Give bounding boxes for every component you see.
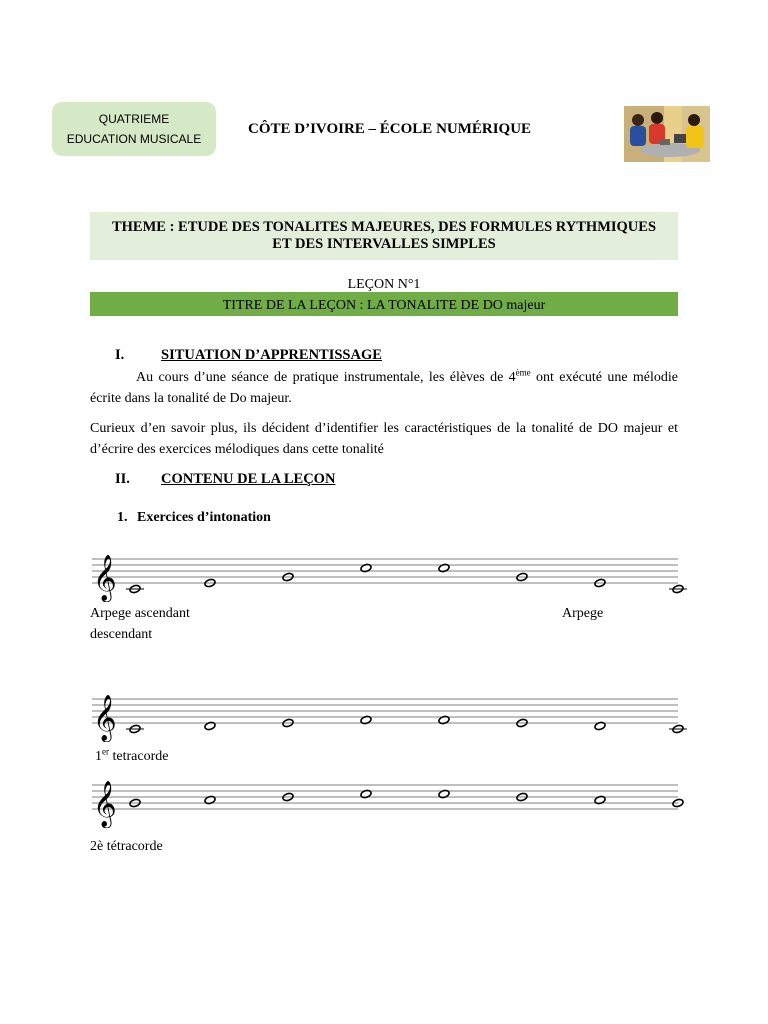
section-1-title: SITUATION D’APPRENTISSAGE [161, 347, 382, 363]
tetra1-text: tetracorde [109, 749, 169, 764]
caption-first-tetrachord [95, 746, 169, 765]
treble-clef-icon: 𝄞 [93, 555, 117, 601]
lesson-title: TITRE DE LA LEÇON : LA TONALITE DE DO majeur [90, 292, 678, 316]
caption-arpege-ascendant: Arpege ascendant [90, 606, 190, 621]
tetra1-superscript: er [102, 746, 109, 757]
section-2-title: CONTENU DE LA LEÇON [161, 471, 336, 487]
level-line-1: QUATRIEME [98, 112, 170, 126]
subsection-1-title: Exercices d’intonation [137, 510, 271, 525]
situation-paragraph-2: Curieux d’en savoir plus, ils décident d’identifier les caractéristiques de la tonalité de DO majeur et d’écrire des exercices mélodiques dans cette tonalité [90, 421, 678, 457]
para1-text-a: Au cours d’une séance de pratique instrumentale, les élèves de 4 [136, 370, 516, 385]
level-line-2: EDUCATION MUSICALE [66, 132, 202, 146]
section-2-number: II. [115, 471, 130, 487]
caption-second-tetrachord: 2è tétracorde [90, 839, 163, 854]
theme-line-1: THEME : ETUDE DES TONALITES MAJEURES, DES FORMULES RYTHMIQUES [111, 219, 657, 235]
tetra1-number: 1 [95, 749, 102, 764]
staff-second-tetrachord [90, 778, 690, 828]
section-1-number: I. [115, 347, 125, 363]
treble-clef-icon: 𝄞 [93, 695, 117, 741]
situation-paragraph-1 [90, 367, 678, 409]
lesson-number: LEÇON N°1 [347, 277, 421, 292]
para1-text-b: ont exécuté une mélodie écrite dans la tonalité de Do majeur. [90, 370, 678, 406]
caption-arpege-descendant-2: descendant [90, 627, 153, 642]
staff-arpeggio [90, 552, 690, 602]
para1-superscript: ème [515, 367, 531, 378]
treble-clef-icon: 𝄞 [93, 781, 117, 827]
header-title: CÔTE D’IVOIRE – ÉCOLE NUMÉRIQUE [248, 121, 532, 137]
theme-box [90, 212, 678, 260]
students-illustration [624, 106, 710, 162]
caption-arpege-descendant-1: Arpege [562, 606, 604, 621]
subsection-1-number: 1. [117, 510, 128, 525]
level-badge [52, 102, 216, 156]
staff-first-tetrachord [90, 692, 690, 742]
theme-line-2: ET DES INTERVALLES SIMPLES [272, 236, 496, 252]
